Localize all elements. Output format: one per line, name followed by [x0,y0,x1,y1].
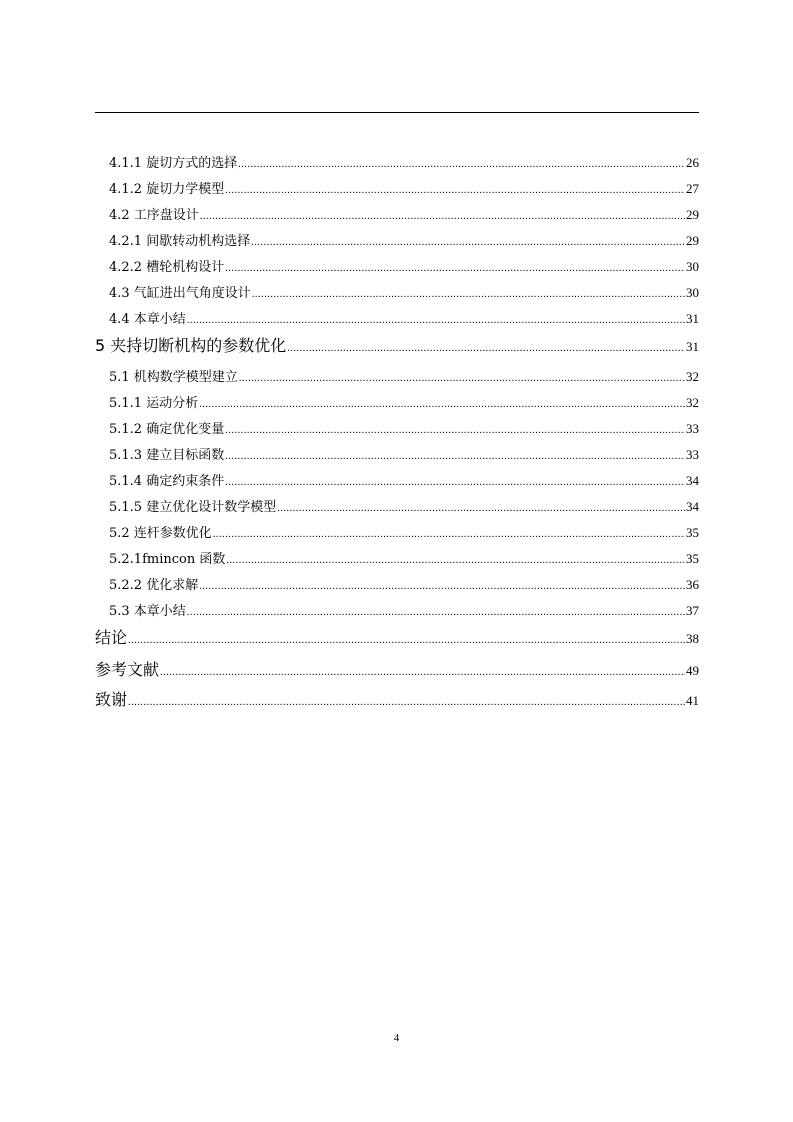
toc-entry-page: 33 [686,447,699,462]
toc-entry [109,549,699,569]
toc-dot-leader [225,181,685,199]
toc-entry-page: 32 [686,369,699,384]
header-rule [95,112,699,113]
toc-entry [95,689,699,711]
toc-dot-leader [226,551,685,569]
toc-entry-page: 49 [686,663,699,678]
toc-entry [109,445,699,465]
toc-dot-leader [128,692,685,711]
toc-dot-leader [225,259,685,277]
toc-entry-title: 5.1.1 运动分析 [109,396,199,411]
toc-entry [109,393,699,413]
toc-entry-title: 参考文献 [95,660,160,679]
toc-dot-leader [287,338,685,357]
toc-dot-leader [199,395,685,413]
toc-entry [109,497,699,517]
toc-entry-page: 30 [686,285,699,300]
toc-entry [109,309,699,329]
toc-entry-page: 35 [686,551,699,566]
toc-entry [109,367,699,387]
toc-entry-title: 5.1 机构数学模型建立 [109,370,238,385]
toc-entry-page: 33 [686,421,699,436]
toc-entry-title: 5 夹持切断机构的参数优化 [95,336,287,355]
toc-entry-page: 34 [686,499,699,514]
toc-entry [109,523,699,543]
toc-entry [95,659,699,681]
toc-entry-page: 26 [686,155,699,170]
toc-dot-leader [225,447,685,465]
toc-dot-leader [128,630,685,649]
toc-entry-page: 34 [686,473,699,488]
toc-entry-page: 27 [686,181,699,196]
toc-dot-leader [187,311,685,329]
toc-dot-leader [238,155,685,173]
toc-dot-leader [200,207,685,225]
toc-entry [95,627,699,649]
toc-dot-leader [277,499,685,517]
toc-entry-page: 32 [686,395,699,410]
toc-entry-title: 致谢 [95,690,128,709]
toc-entry-title: 4.4 本章小结 [109,312,186,327]
toc-dot-leader [213,525,685,543]
toc-entry-title: 4.2.2 槽轮机构设计 [109,260,225,275]
toc-entry [109,153,699,173]
toc-entry-title: 4.2.1 间歇转动机构选择 [109,234,251,249]
toc-entry-page: 31 [686,339,699,354]
toc-entry-page: 35 [686,525,699,540]
toc-entry-page: 36 [686,577,699,592]
toc-entry [109,419,699,439]
toc-dot-leader [160,662,685,681]
toc-entry-title: 5.1.5 建立优化设计数学模型 [109,500,277,515]
toc-entry-title: 5.2 连杆参数优化 [109,526,212,541]
toc-entry [109,601,699,621]
toc-dot-leader [187,603,685,621]
page-number: 4 [393,1032,400,1044]
toc-entry-title: 4.1.2 旋切力学模型 [109,182,225,197]
toc-entry-page: 38 [686,631,699,646]
toc-entry-title: 5.1.4 确定约束条件 [109,474,225,489]
toc-entry-title: 4.3 气缸进出气角度设计 [109,286,251,301]
toc-entry-title: 5.1.3 建立目标函数 [109,448,225,463]
toc-entry-page: 29 [686,207,699,222]
toc-dot-leader [251,233,685,251]
toc-entry-title: 结论 [95,628,128,647]
toc-entry-title: 5.1.2 确定优化变量 [109,422,225,437]
toc-dot-leader [239,369,685,387]
toc-entry [109,179,699,199]
toc-entry [109,471,699,491]
toc-entry-title: 4.2 工序盘设计 [109,208,199,223]
toc-entry-title: 5.2.1fmincon 函数 [109,552,226,567]
toc-entry [109,575,699,595]
toc-dot-leader [252,285,685,303]
toc-entry-page: 31 [686,311,699,326]
toc-entry-page: 29 [686,233,699,248]
toc-entry-title: 4.1.1 旋切方式的选择 [109,156,238,171]
toc-entry-title: 5.2.2 优化求解 [109,578,199,593]
toc-entry [95,335,699,357]
toc-entry-page: 30 [686,259,699,274]
toc-entry-title: 5.3 本章小结 [109,604,186,619]
toc-entry-page: 37 [686,603,699,618]
toc-entry [109,283,699,303]
toc-entry [109,231,699,251]
toc-dot-leader [225,421,685,439]
toc-dot-leader [225,473,685,491]
toc-entry-page: 41 [686,693,699,708]
toc-entry [109,257,699,277]
toc-entry [109,205,699,225]
toc-dot-leader [199,577,685,595]
